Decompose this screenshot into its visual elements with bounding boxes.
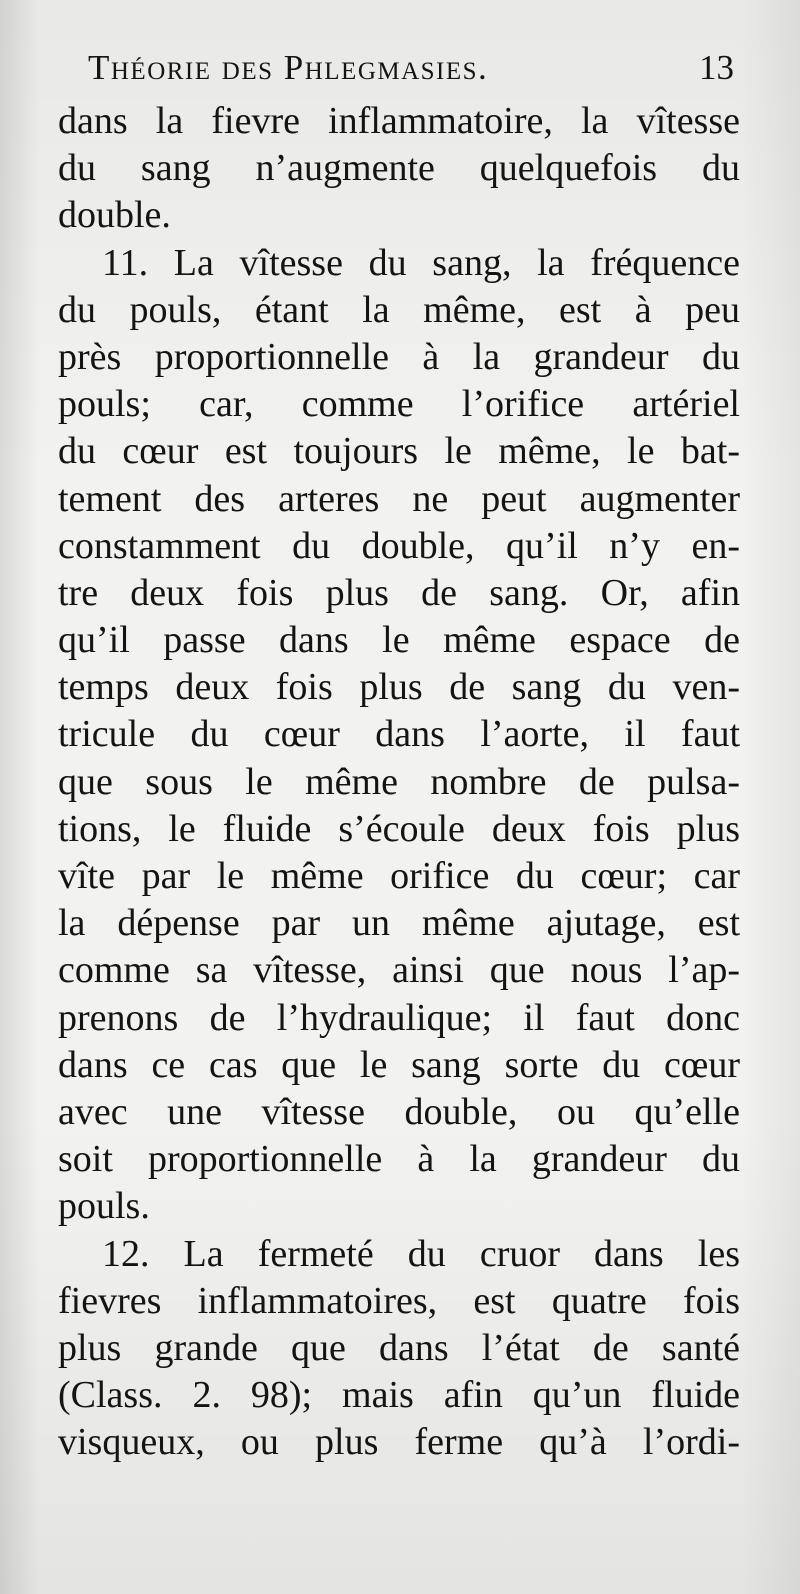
text-line: tricule du cœur dans l’aorte, il faut [58,713,740,756]
paragraph-11-start: 11. La vîtesse du sang, la fréquence [102,241,740,284]
text-line: dans ce cas que le sang sorte du cœur [58,1043,740,1086]
text-line: près proportionnelle à la grandeur du [58,335,740,378]
text-line: tions, le fluide s’écoule deux fois plus [58,807,740,850]
text-line: constamment du double, qu’il n’y en- [58,524,740,567]
text-line: tre deux fois plus de sang. Or, afin [58,571,740,614]
text-line: prenons de l’hydraulique; il faut donc [58,996,740,1039]
text-line: la dépense par un même ajutage, est [58,902,740,945]
text-line: double. [58,194,171,237]
text-line: soit proportionnelle à la grandeur du [58,1138,740,1181]
text-line: dans la fievre inflammatoire, la vîtesse [58,100,740,142]
text-line: tement des arteres ne peut augmenter [58,477,740,520]
text-line: vîte par le même orifice du cœur; car [58,855,740,897]
text-line: avec une vîtesse double, ou qu’elle [58,1090,740,1133]
body-text [58,98,740,1466]
text-line: qu’il passe dans le même espace de [58,619,740,662]
text-line: du pouls, étant la même, est à peu [58,288,740,331]
text-line: du sang n’augmente quelquefois du [58,147,740,190]
text-line: pouls; car, comme l’orifice artériel [58,383,740,426]
text-line: plus grande que dans l’état de santé [58,1326,740,1369]
text-line: que sous le même nombre de pulsa- [58,760,740,803]
text-line: du cœur est toujours le même, le bat- [58,430,740,473]
page-number: 13 [699,48,734,87]
text-line: (Class. 2. 98); mais afin qu’un fluide [58,1374,740,1417]
text-line: comme sa vîtesse, ainsi que nous l’ap- [58,949,740,992]
text-line: pouls. [58,1185,150,1228]
running-title: Théorie des Phlegmasies. [88,48,489,87]
text-line: visqueux, ou plus ferme qu’à l’ordi- [58,1421,740,1464]
text-line: fievres inflammatoires, est quatre fois [58,1279,740,1322]
paragraph-12-start: 12. La fermeté du cruor dans les [102,1232,740,1275]
running-head [88,38,738,98]
text-line: temps deux fois plus de sang du ven- [58,666,740,709]
